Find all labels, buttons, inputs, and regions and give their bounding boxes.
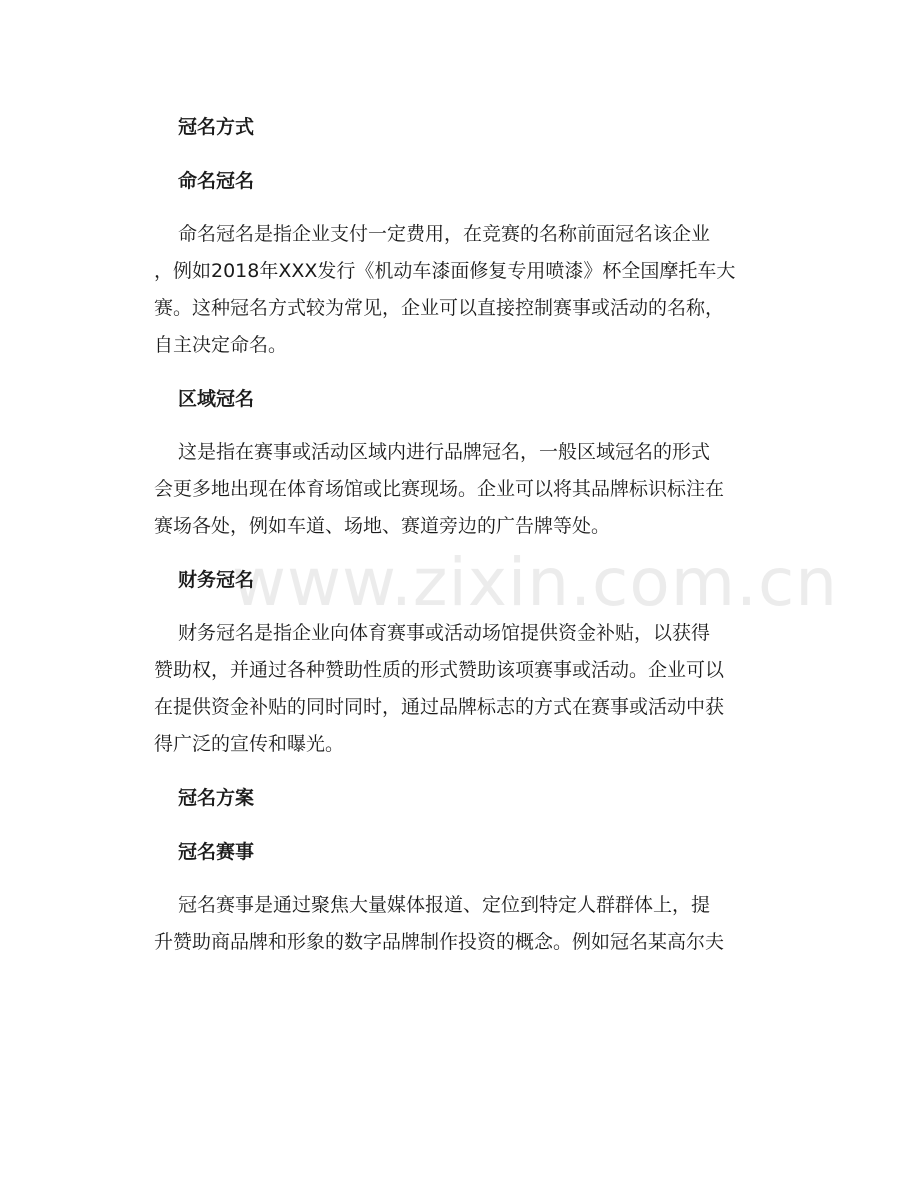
paragraph-area-naming (154, 434, 770, 545)
text-line: 赞助权，并通过各种赞助性质的形式赞助该项赛事或活动。企业可以 (154, 659, 725, 681)
paragraph-event-naming (154, 887, 770, 961)
heading-financial-naming: 财务冠名 (178, 569, 255, 591)
text-line: 财务冠名是指企业向体育赛事或活动场馆提供资金补贴，以获得 (178, 622, 711, 644)
heading-area-naming: 区域冠名 (178, 388, 255, 410)
text-line: 在提供资金补贴的同时同时，通过品牌标志的方式在赛事或活动中获 (154, 696, 725, 718)
text-line: 冠名赛事是通过聚焦大量媒体报道、定位到特定人群群体上，提 (178, 894, 711, 916)
text-line: 命名冠名是指企业支付一定费用，在竞赛的名称前面冠名该企业 (178, 223, 711, 245)
watermark: www.zixin.com.cn (232, 544, 839, 621)
document-body (154, 108, 770, 977)
text-line: 赛场各处，例如车道、场地、赛道旁边的广告牌等处。 (154, 515, 611, 537)
text-line: 赛。这种冠名方式较为常见，企业可以直接控制赛事或活动的名称， (154, 297, 725, 319)
paragraph-financial-naming (154, 615, 770, 763)
text-line: 会更多地出现在体育场馆或比赛现场。企业可以将其品牌标识标注在 (154, 478, 725, 500)
text-line: 得广泛的宣传和曝光。 (154, 733, 345, 755)
heading-event-naming: 冠名赛事 (178, 841, 255, 863)
heading-title-naming: 命名冠名 (178, 170, 255, 192)
text-line: 升赞助商品牌和形象的数字品牌制作投资的概念。例如冠名某高尔夫 (154, 931, 725, 953)
text-line: ，例如2018年XXX发行《机动车漆面修复专用喷漆》杯全国摩托车大 (154, 260, 736, 282)
heading-naming-methods: 冠名方式 (178, 116, 255, 138)
heading-naming-plan: 冠名方案 (178, 787, 255, 809)
paragraph-title-naming (154, 216, 770, 364)
text-line: 这是指在赛事或活动区域内进行品牌冠名，一般区域冠名的形式 (178, 441, 711, 463)
text-line: 自主决定命名。 (154, 334, 288, 356)
